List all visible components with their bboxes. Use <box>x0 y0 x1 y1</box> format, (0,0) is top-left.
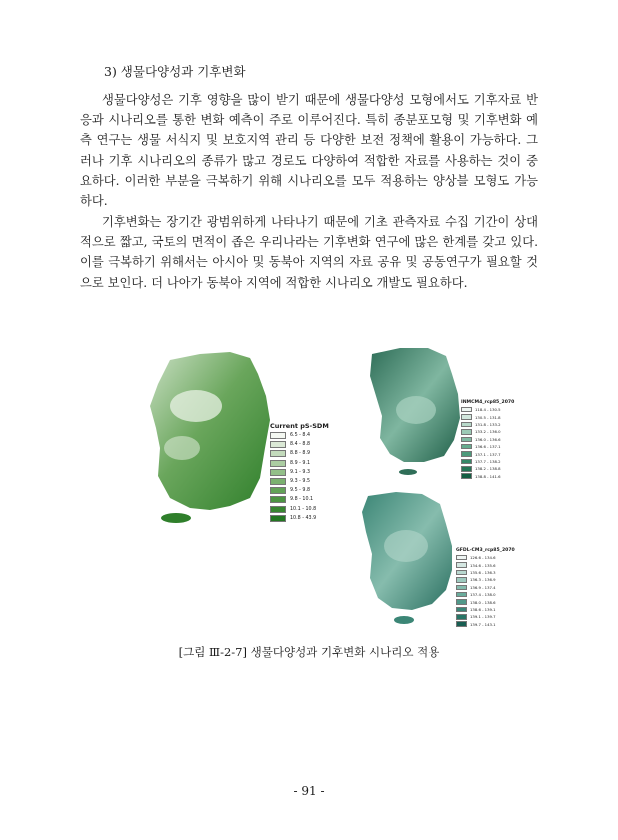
legend-swatch <box>461 414 472 420</box>
legend-row <box>270 477 329 486</box>
legend-row <box>456 561 515 568</box>
legend-label: 137.1 - 137.7 <box>475 451 501 457</box>
legend-label: 9.3 - 9.5 <box>290 479 311 485</box>
legend-row <box>461 436 514 443</box>
legend-swatch <box>461 459 472 465</box>
legend-label: 136.0 - 136.6 <box>475 436 501 442</box>
legend-label: 133.2 - 136.0 <box>475 429 501 435</box>
legend-label: 138.0 - 138.6 <box>470 599 496 605</box>
legend-label: 135.6 - 136.3 <box>470 569 496 575</box>
legend-label: 137.4 - 138.0 <box>470 592 496 598</box>
legend-swatch <box>461 444 472 450</box>
legend-label: 9.5 - 9.8 <box>290 488 311 494</box>
figure <box>100 348 550 638</box>
legend-swatch <box>456 562 467 568</box>
paragraph-1: 생물다양성은 기후 영향을 많이 받기 때문에 생물다양성 모형에서도 기후자료 반응과 시나리오를 통한 변화 예측이 주로 이루어진다. 특히 종분포모형 및 기후변화 예측 연구는 생물 서식지 및 보호지역 관리 등 다양한 보전 정책에 활용이 가능하다. 그러나 기후 시나리오의 종류가 많고 경로도 다양하여 적합한 자료를 사용하는 것이 중요하다. 이러한 부분을 극복하기 위해 시나리오를 모두 적용하는 양상블 모형도 가능하다. <box>80 93 538 209</box>
legend-current <box>270 422 329 523</box>
legend-row <box>270 486 329 495</box>
legend-swatch <box>270 515 286 522</box>
legend-swatch <box>270 441 286 448</box>
legend-row <box>461 406 514 413</box>
legend-label: 136.3 - 136.9 <box>470 577 496 583</box>
legend-row <box>270 459 329 468</box>
legend-swatch <box>456 614 467 620</box>
legend-row <box>456 554 515 561</box>
legend-swatch <box>456 577 467 583</box>
legend-label: 138.2 - 138.8 <box>475 466 501 472</box>
legend-swatch <box>270 469 286 476</box>
legend-inmcm4 <box>461 400 514 480</box>
legend-swatch <box>456 570 467 576</box>
legend-swatch <box>270 496 286 503</box>
legend-row <box>456 584 515 591</box>
legend-row <box>270 495 329 504</box>
legend-label: 6.5 - 8.4 <box>290 433 311 439</box>
paragraph-2-block <box>80 212 538 293</box>
map-gfdl-highlight <box>384 530 428 562</box>
legend-row <box>456 598 515 605</box>
legend-swatch <box>461 466 472 472</box>
legend-row <box>456 606 515 613</box>
legend-row <box>456 613 515 620</box>
legend-row <box>461 421 514 428</box>
legend-label: 10.8 - 43.9 <box>290 515 317 521</box>
legend-row <box>461 413 514 420</box>
legend-label: 139.1 - 139.7 <box>470 614 496 620</box>
legend-swatch <box>456 621 467 627</box>
korea-map-current <box>150 352 270 510</box>
legend-label: 131.8 - 133.2 <box>475 421 501 427</box>
legend-label: 134.6 - 135.6 <box>470 562 496 568</box>
legend-gfdl <box>456 548 515 628</box>
legend-swatch <box>461 473 472 479</box>
legend-label: 10.1 - 10.8 <box>290 506 317 512</box>
page-number: - 91 - <box>293 784 325 798</box>
legend-row <box>461 428 514 435</box>
legend-row <box>461 458 514 465</box>
paragraph-2: 기후변화는 장기간 광범위하게 나타나기 때문에 기초 관측자료 수집 기간이 상대적으로 짧고, 국토의 면적이 좁은 우리나라는 기후변화 연구에 많은 한계를 갖고 있다. 이를 극복하기 위해서는 아시아 및 동북아 지역의 자료 공유 및 공동연구가 필요할 것으로 보인다. 더 나아가 동북아 지역에 적합한 시나리오 개발도 필요하다. <box>80 215 538 290</box>
legend-swatch <box>270 506 286 513</box>
legend-row <box>461 465 514 472</box>
legend-swatch <box>461 429 472 435</box>
legend-row <box>270 431 329 440</box>
legend-swatch <box>270 450 286 457</box>
legend-label: 139.7 - 143.1 <box>470 621 496 627</box>
legend-label: 8.8 - 8.9 <box>290 451 311 457</box>
map-gfdl-island <box>394 616 414 624</box>
legend-row <box>461 443 514 450</box>
legend-row <box>461 473 514 480</box>
legend-row <box>461 450 514 457</box>
legend-title: Current pS-SDM <box>270 422 329 430</box>
legend-swatch <box>461 407 472 413</box>
legend-swatch <box>270 460 286 467</box>
legend-row <box>270 468 329 477</box>
legend-label: 136.9 - 137.4 <box>470 584 496 590</box>
legend-label: 138.6 - 139.1 <box>470 606 496 612</box>
legend-row <box>456 591 515 598</box>
legend-swatch <box>461 451 472 457</box>
legend-row <box>270 449 329 458</box>
legend-label: 8.4 - 8.8 <box>290 442 311 448</box>
legend-row <box>270 505 329 514</box>
legend-label: 126.6 - 134.6 <box>470 555 496 561</box>
legend-swatch <box>456 607 467 613</box>
legend-label: 9.8 - 10.1 <box>290 497 314 503</box>
figure-caption: [그림 Ⅲ-2-7] 생물다양성과 기후변화 시나리오 적용 <box>178 645 440 659</box>
legend-row <box>456 569 515 576</box>
map-current-highlight-2 <box>164 436 200 460</box>
legend-label: 118.4 - 130.5 <box>475 407 501 413</box>
legend-label: 136.6 - 137.1 <box>475 444 501 450</box>
legend-title: GFDL-CM3_rcp85_2070 <box>456 548 515 553</box>
section-heading: 3) 생물다양성과 기후변화 <box>104 64 246 79</box>
legend-swatch <box>270 487 286 494</box>
map-inmcm4-island <box>399 469 417 475</box>
legend-swatch <box>461 422 472 428</box>
legend-label: 9.1 - 9.3 <box>290 469 311 475</box>
legend-title: INMCM4_rcp85_2070 <box>461 400 515 405</box>
legend-row <box>270 440 329 449</box>
legend-swatch <box>270 478 286 485</box>
legend-row <box>270 514 329 523</box>
legend-swatch <box>456 585 467 591</box>
legend-label: 137.7 - 138.2 <box>475 458 501 464</box>
legend-row <box>456 576 515 583</box>
legend-swatch <box>461 437 472 443</box>
legend-swatch <box>270 432 286 439</box>
legend-swatch <box>456 599 467 605</box>
legend-row <box>456 621 515 628</box>
map-current-island <box>161 513 191 523</box>
map-inmcm4-highlight <box>396 396 436 424</box>
legend-label: 138.8 - 141.6 <box>475 473 501 479</box>
legend-swatch <box>456 555 467 561</box>
legend-swatch <box>456 592 467 598</box>
paragraph-1-block <box>80 90 538 211</box>
map-current-highlight <box>170 390 222 422</box>
legend-label: 130.5 - 131.8 <box>475 414 501 420</box>
legend-label: 8.9 - 9.1 <box>290 460 311 466</box>
